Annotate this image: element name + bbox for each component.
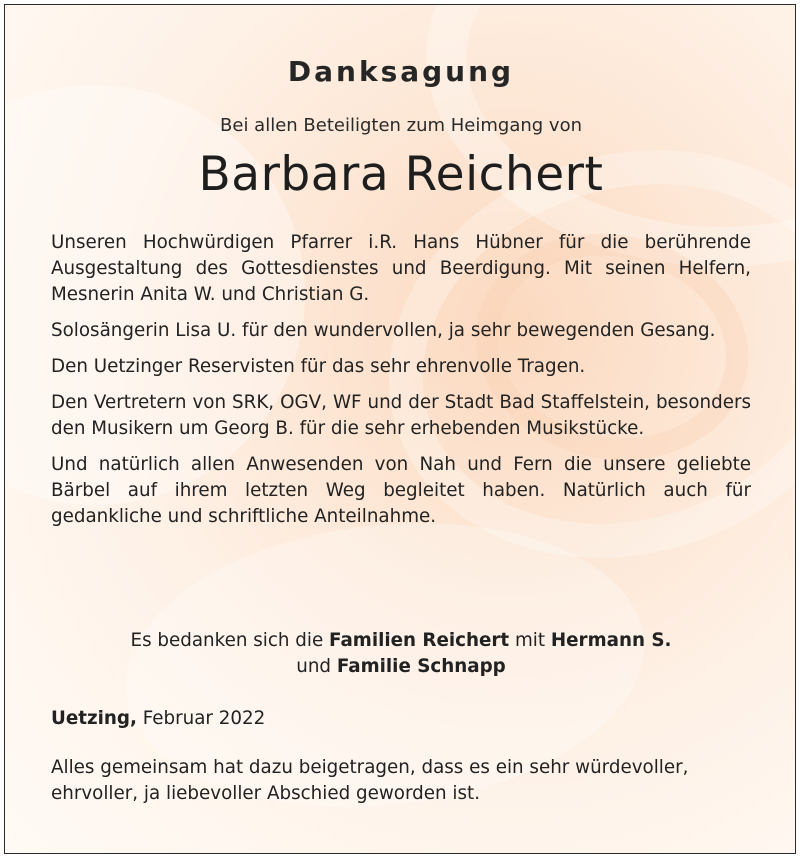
thanks-paragraph-associations: Den Vertretern von SRK, OGV, WF und der Stadt Bad Staffelstein, besonders den Musikern um Georg B. für die sehr erhebenden Musikstücke.: [51, 392, 751, 439]
notice-heading: Danksagung: [287, 55, 515, 88]
place-date: [51, 708, 265, 729]
thanks-paragraph-attendees: Und natürlich allen Anwesenden von Nah und Fern die unsere geliebte Bärbel auf ihrem letzten Weg begleitet haben. Natürlich auch für gedankliche und schriftliche Anteilnahme.: [51, 454, 751, 527]
intro-line: Bei allen Beteiligten zum Heimgang von: [220, 115, 582, 136]
signatories-prefix: Es bedanken sich die: [130, 630, 330, 651]
thanks-paragraph-singer: Solosängerin Lisa U. für den wundervollen, ja sehr bewegenden Gesang.: [51, 320, 716, 341]
deceased-name: Barbara Reichert: [198, 147, 604, 202]
thanks-paragraph-pastor: Unseren Hochwürdigen Pfarrer i.R. Hans Hübner für die berührende Ausgestaltung des Gottesdienstes und Beerdigung. Mit seinen Helfern, Mesnerin Anita W. und Christian G.: [51, 232, 751, 305]
family-schnapp: Familie Schnapp: [336, 656, 506, 677]
person-hermann: Hermann S.: [550, 630, 672, 651]
thanks-paragraph-reservists: Den Uetzinger Reservisten für das sehr ehrenvolle Tragen.: [51, 356, 586, 377]
family-reichert: Familien Reichert: [329, 630, 510, 651]
obituary-notice: [4, 4, 796, 854]
date-text: Februar 2022: [136, 708, 266, 729]
thanks-body: [51, 230, 751, 540]
signatories-and: und: [296, 656, 337, 677]
closing-text: Alles gemeinsam hat dazu beigetragen, dass es ein sehr würdevoller, ehrvoller, ja liebevoller Abschied geworden ist.: [51, 757, 689, 804]
place-name: Uetzing,: [51, 708, 137, 729]
signatories: [5, 628, 796, 680]
signatories-line-2: [5, 654, 796, 680]
signatories-mid: mit: [509, 630, 551, 651]
signatories-line-1: [5, 628, 796, 654]
